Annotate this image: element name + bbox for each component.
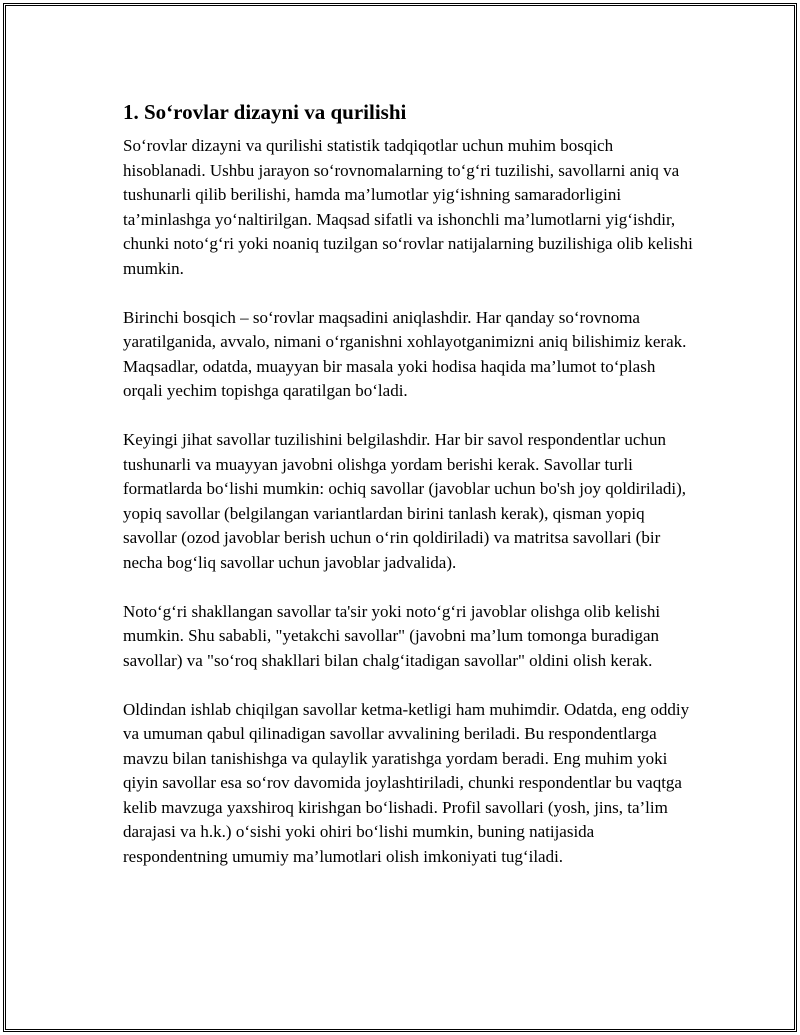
page-frame (3, 3, 797, 1032)
paragraph-1: So‘rovlar dizayni va qurilishi statistik tadqiqotlar uchun muhim bosqich hisoblanadi. Ushbu jarayon so‘rovnomalarning to‘g‘ri tuzilishi, savollarni aniq va tushunarli qilib berilishi, hamda ma’lumotlar yig‘ishning samaradorligini ta’minlashga yo‘naltirilgan. Maqsad sifatli va ishonchli ma’lumotlarni yig‘ishdir, chunki noto‘g‘ri yoki noaniq tuzilgan so‘rovlar natijalarning buzilishiga olib kelishi mumkin. (123, 136, 693, 278)
paragraph-3: Keyingi jihat savollar tuzilishini belgilashdir. Har bir savol respondentlar uchun tushunarli va muayyan javobni olishga yordam berishi kerak. Savollar turli formatlarda bo‘lishi mumkin: ochiq savollar (javoblar uchun bo'sh joy qoldiriladi), yopiq savollar (belgilangan variantlardan birini tanlash kerak), qisman yopiq savollar (ozod javoblar berish uchun o‘rin qoldiriladi) va matritsa savollari (bir necha bog‘liq savollar uchun javoblar jadvalida). (123, 430, 687, 572)
section-heading: 1. So‘rovlar dizayni va qurilishi (123, 100, 407, 124)
paragraph-4: Noto‘g‘ri shakllangan savollar ta'sir yoki noto‘g‘ri javoblar olishga olib kelishi mumkin. Shu sababli, "yetakchi savollar" (javobni ma’lum tomonga buradigan savollar) va "so‘roq shakllari bilan chalg‘itadigan savollar" oldini olish kerak. (123, 601, 661, 670)
paragraph-5: Oldindan ishlab chiqilgan savollar ketma-ketligi ham muhimdir. Odatda, eng oddiy va umuman qabul qilinadigan savollar avvalining beriladi. Bu respondentlarga mavzu bilan tanishishga va qulaylik yaratishga yordam beradi. Eng muhim yoki qiyin savollar esa so‘rov davomida joylashtiriladi, chunki respondentlar bu vaqtga kelib mavzuga yaxshiroq kirishgan bo‘lishadi. Profil savollari (yosh, jins, ta’lim darajasi va h.k.) o‘sishi yoki ohiri bo‘lishi mumkin, buning natijasida respondentning umumiy ma’lumotlari olish imkoniyati tug‘iladi. (123, 699, 690, 866)
paragraph-2: Birinchi bosqich – so‘rovlar maqsadini aniqlashdir. Har qanday so‘rovnoma yaratilganida, avvalo, nimani o‘rganishni xohlayotganimizni aniq bilishimiz kerak. Maqsadlar, odatda, muayyan bir masala yoki hodisa haqida ma’lumot to‘plash orqali yechim topishga qaratilgan bo‘ladi. (123, 307, 687, 400)
document-body (123, 98, 698, 894)
